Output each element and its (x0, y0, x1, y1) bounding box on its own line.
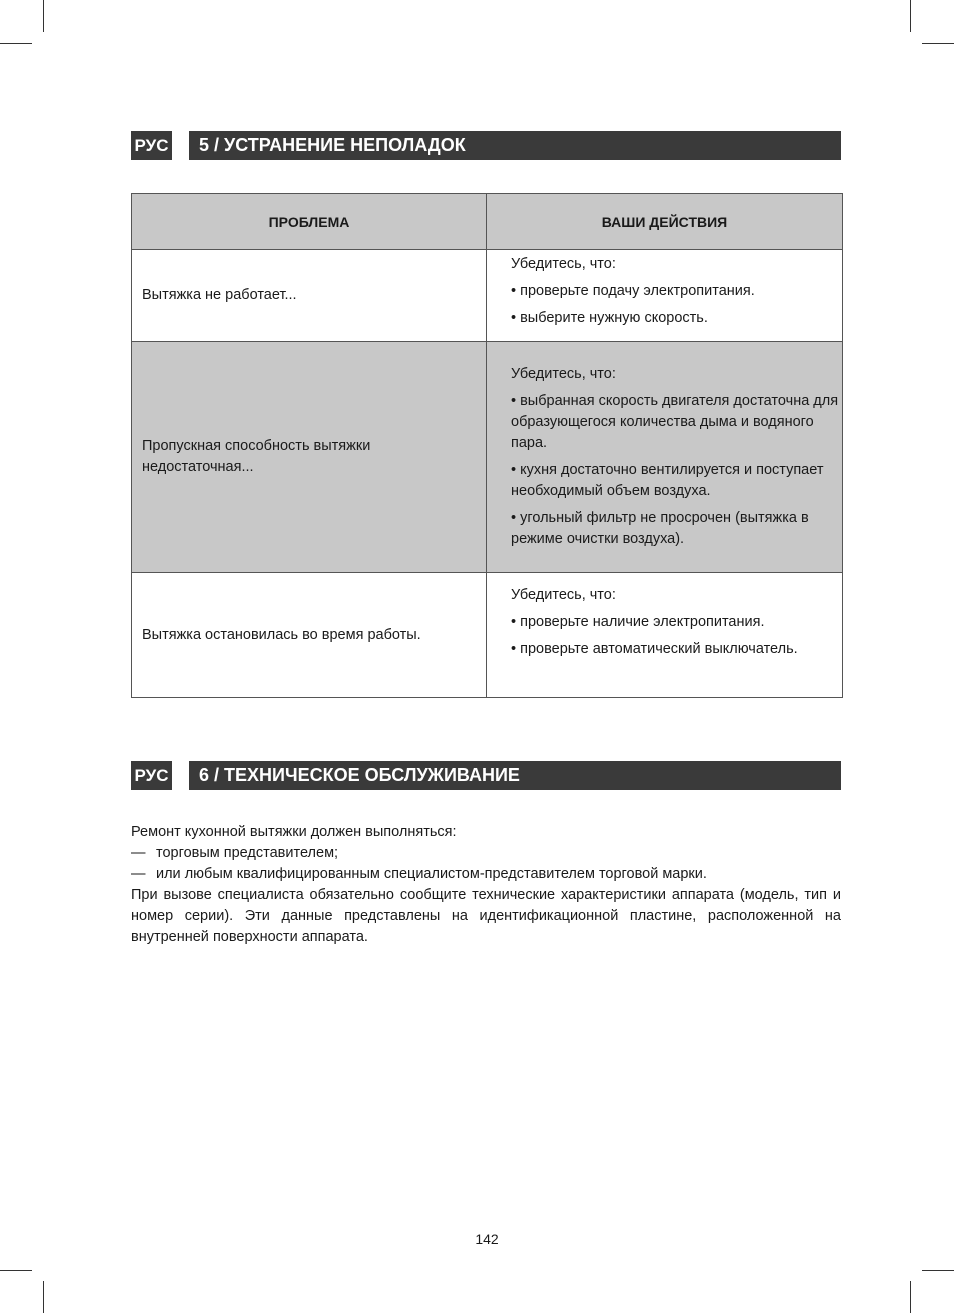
column-header-problem: ПРОБЛЕМА (132, 194, 487, 250)
list-item (131, 864, 841, 885)
action-cell (487, 250, 843, 342)
crop-mark (0, 1270, 32, 1271)
action-item: • проверьте наличие электропитания. (511, 614, 765, 630)
table-row (132, 250, 843, 342)
crop-mark (922, 43, 954, 44)
list-item (131, 843, 841, 864)
section-6-header (131, 761, 841, 790)
problem-cell: Пропускная способность вытяжки недостаточная... (132, 342, 487, 573)
action-item: • угольный фильтр не просрочен (вытяжка в режиме очистки воздуха). (511, 510, 809, 547)
action-item: • проверьте автоматический выключатель. (511, 641, 798, 657)
maintenance-paragraph: При вызове специалиста обязательно сообщите технические характеристики аппарата (модель, тип и номер серии). Эти данные представлены на идентификационной пластине, расположенной на внутренней поверхности аппарата. (131, 887, 841, 945)
action-intro: Убедитесь, что: (511, 587, 616, 603)
action-intro: Убедитесь, что: (511, 366, 616, 382)
problem-cell: Вытяжка остановилась во время работы. (132, 573, 487, 698)
section-title: 5 / УСТРАНЕНИЕ НЕПОЛАДОК (189, 131, 841, 160)
action-cell (487, 342, 843, 573)
crop-mark (43, 0, 44, 32)
language-tag: РУС (131, 131, 172, 160)
crop-mark (922, 1270, 954, 1271)
action-cell (487, 573, 843, 698)
troubleshooting-table (131, 193, 843, 698)
action-intro: Убедитесь, что: (511, 256, 616, 272)
dash-bullet: — (131, 866, 146, 882)
section-title: 6 / ТЕХНИЧЕСКОЕ ОБСЛУЖИВАНИЕ (189, 761, 841, 790)
language-tag: РУС (131, 761, 172, 790)
table-row (132, 342, 843, 573)
dash-bullet: — (131, 845, 146, 861)
action-item: • выбранная скорость двигателя достаточна для образующегося количества дыма и водяного пара. (511, 393, 839, 451)
table-row (132, 573, 843, 698)
problem-cell: Вытяжка не работает... (132, 250, 487, 342)
crop-mark (910, 0, 911, 32)
action-item: • кухня достаточно вентилируется и поступает необходимый объем воздуха. (511, 462, 824, 499)
maintenance-text (131, 822, 841, 948)
section-5-header (131, 131, 841, 160)
column-header-actions: ВАШИ ДЕЙСТВИЯ (487, 194, 843, 250)
crop-mark (0, 43, 32, 44)
list-item-text: или любым квалифицированным специалистом-представителем торговой марки. (156, 866, 707, 882)
list-item-text: торговым представителем; (156, 845, 339, 861)
page-number: 142 (475, 1231, 499, 1247)
action-item: • выберите нужную скорость. (511, 310, 708, 326)
maintenance-intro: Ремонт кухонной вытяжки должен выполняться: (131, 824, 457, 840)
crop-mark (43, 1281, 44, 1313)
action-item: • проверьте подачу электропитания. (511, 283, 755, 299)
table-header-row (132, 194, 843, 250)
crop-mark (910, 1281, 911, 1313)
